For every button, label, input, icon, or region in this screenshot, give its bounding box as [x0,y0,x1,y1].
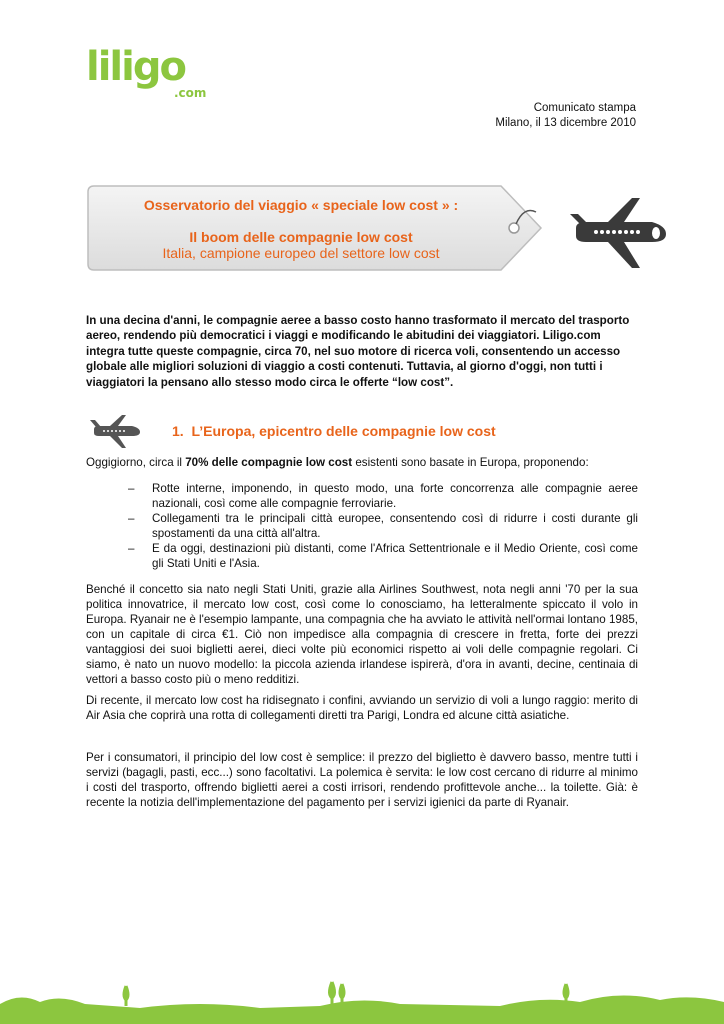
list-item [128,541,638,571]
bullet-text: Rotte interne, imponendo, in questo modo, una forte concorrenza alle compagnie aeree nazionali, così come alle compagnie ferroviarie. [152,482,638,510]
p1-bold: 70% delle compagnie low cost [185,456,353,469]
bullet-dash: – [128,482,135,495]
footer-landscape [0,978,724,1024]
small-airplane-icon [86,414,142,450]
section-number: 1. [172,423,184,439]
section-title [172,423,496,439]
logo-wordmark: liligo [86,44,185,90]
press-date: Milano, il 13 dicembre 2010 [495,117,636,129]
airplane-icon [556,196,668,276]
list-item [128,511,638,541]
press-label: Comunicato stampa [533,102,636,114]
liligo-logo [86,44,216,104]
paragraph-recent: Di recente, il mercato low cost ha ridisegnato i confini, avviando un servizio di voli a lungo raggio: merito di Air Asia che coprirà una rotta di collegamenti diretti tra Parigi, Londra ed alcune città asiatiche. [86,694,638,722]
paragraph-europe [86,455,589,470]
list-item [128,481,638,511]
logo-domain: .com [174,86,207,100]
bullet-text: E da oggi, destinazioni più distanti, come l'Africa Settentrionale e il Medio Oriente, così come gli Stati Uniti e l'Asia. [152,542,638,570]
banner-line3: Italia, campione europeo del settore low cost [162,245,440,261]
paragraph-history: Benché il concetto sia nato negli Stati Uniti, grazie alla Airlines Southwest, nota negli anni '70 per la sua politica innovatrice, il mercato low cost, così come lo conosciamo, ha letteralmente spiccato il volo in Europa. Ryanair ne è l'esempio lampante, una compagnia che ha avviato le attività nell'ormai lontano 1985, con un capitale di circa €1. Ciò non impedisce alla compagnia di crescere in fretta, forte dei prezzi vantaggiosi dei suoi biglietti aerei, dieci volte più economici rispetto ai voli delle compagnie regolari. Ci siamo, è nato un nuovo modello: la piccola azienda irlandese ispirerà, d'ora in avanti, decine, centinaia di vettori a basso costo più o meno redditizi. [86,583,638,686]
banner-line2: Il boom delle compagnie low cost [189,229,413,245]
banner-line1: Osservatorio del viaggio « speciale low cost » : [143,197,459,213]
intro-paragraph: In una decina d'anni, le compagnie aeree a basso costo hanno trasformato il mercato del trasporto aereo, rendendo più democratici i viaggi e modificando le abitudini dei viaggiatori. Liligo.com integra tutte queste compagnie, circa 70, nel suo motore di ricerca voli, consentendo un accesso globale alle migliori soluzioni di viaggio a costi contenuti. Tuttavia, al giorno d'oggi, non tutti i viaggiatori la pensano allo stesso modo circa le offerte “low cost”. [86,314,630,389]
press-header [495,101,636,131]
p1-after: esistenti sono basate in Europa, proponendo: [352,456,589,469]
paragraph-consumers: Per i consumatori, il principio del low cost è semplice: il prezzo del biglietto è davvero basso, mentre tutti i servizi (bagagli, pasti, ecc...) sono facoltativi. La polemica è servita: le low cost cercano di ridurre al minimo i costi del trasporto, offrendo biglietti aerei a costi irrisori, rendendo profittevole anche... la toilette. Già: è recente la notizia dell'implementazione del pagamento per i servizi igienici da parte di Ryanair. [86,751,638,809]
p1-before: Oggigiorno, circa il [86,456,186,469]
bullet-dash: – [128,542,135,555]
section-title-text: L’Europa, epicentro delle compagnie low cost [191,423,496,439]
banner-text [96,197,506,261]
bullet-dash: – [128,512,135,525]
bullet-list [128,481,638,571]
bullet-text: Collegamenti tra le principali città europee, consentendo così di ridurre i costi durante gli spostamenti da una città all'altra. [152,512,638,540]
